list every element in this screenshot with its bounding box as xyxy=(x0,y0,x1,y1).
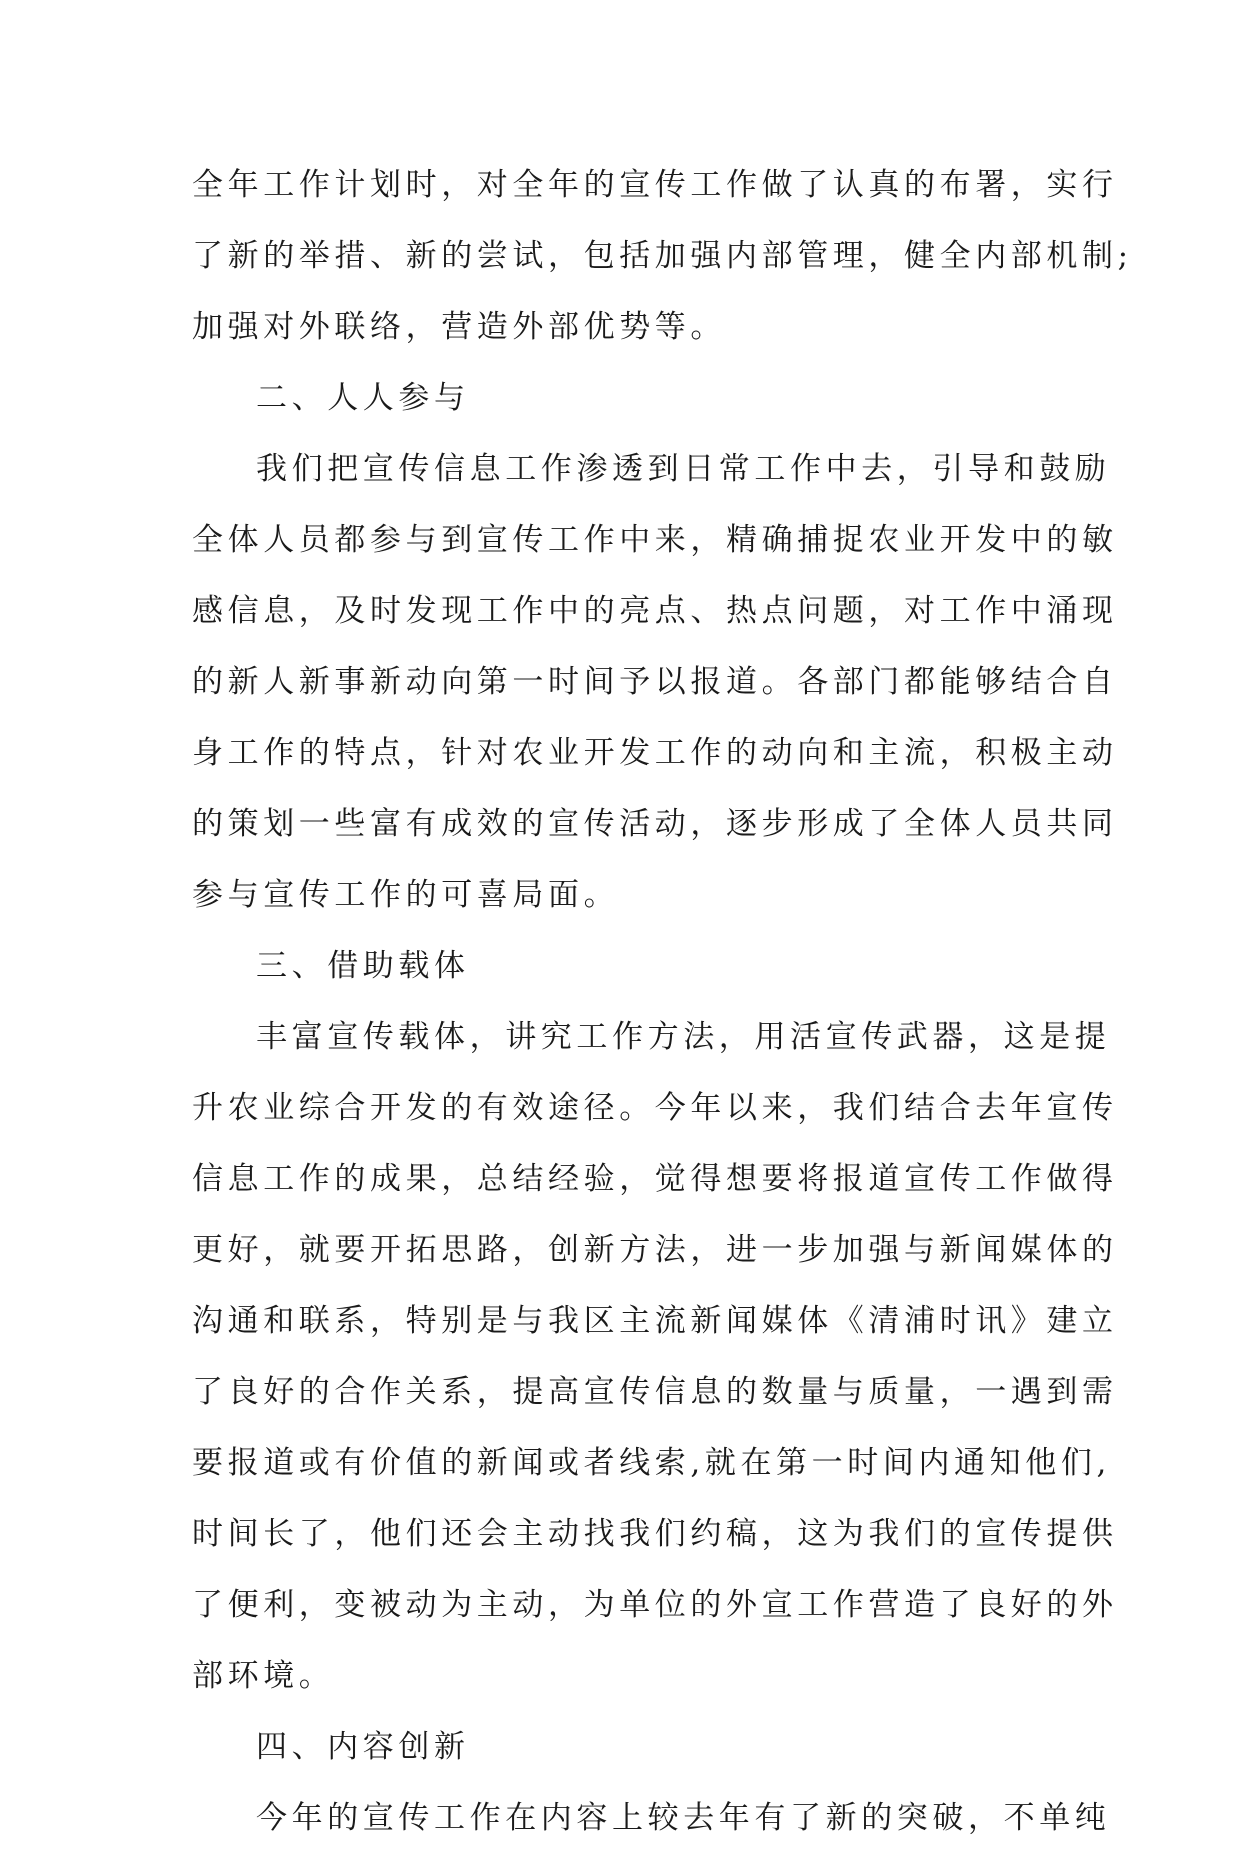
text-line: 了良好的合作关系，提高宣传信息的数量与质量，一遇到需 xyxy=(192,1374,1118,1410)
text-line: 信息工作的成果，总结经验，觉得想要将报道宣传工作做得 xyxy=(192,1161,1118,1197)
text-line: 我们把宣传信息工作渗透到日常工作中去，引导和鼓励 xyxy=(256,451,1111,487)
text-line: 了新的举措、新的尝试，包括加强内部管理，健全内部机制; xyxy=(192,238,1133,274)
text-line: 要报道或有价值的新闻或者线索,就在第一时间内通知他们, xyxy=(192,1445,1111,1481)
text-line: 时间长了，他们还会主动找我们约稿，这为我们的宣传提供 xyxy=(192,1516,1118,1552)
text-line: 沟通和联系，特别是与我区主流新闻媒体《清浦时讯》建立 xyxy=(192,1303,1118,1339)
text-line: 更好，就要开拓思路，创新方法，进一步加强与新闻媒体的 xyxy=(192,1232,1118,1268)
text-line: 今年的宣传工作在内容上较去年有了新的突破，不单纯 xyxy=(256,1800,1111,1836)
section-heading: 四、内容创新 xyxy=(256,1729,470,1765)
text-line: 感信息，及时发现工作中的亮点、热点问题，对工作中涌现 xyxy=(192,593,1118,629)
section-heading: 二、人人参与 xyxy=(256,380,470,416)
text-line: 加强对外联络，营造外部优势等。 xyxy=(192,309,726,345)
text-line: 部环境。 xyxy=(192,1658,335,1694)
text-line: 了便利，变被动为主动，为单位的外宣工作营造了良好的外 xyxy=(192,1587,1118,1623)
text-line: 身工作的特点，针对农业开发工作的动向和主流，积极主动 xyxy=(192,735,1118,771)
section-heading: 三、借助载体 xyxy=(256,948,470,984)
text-line: 全年工作计划时，对全年的宣传工作做了认真的布署，实行 xyxy=(192,167,1118,203)
text-line: 升农业综合开发的有效途径。今年以来，我们结合去年宣传 xyxy=(192,1090,1118,1126)
text-line: 的新人新事新动向第一时间予以报道。各部门都能够结合自 xyxy=(192,664,1118,700)
text-line: 的策划一些富有成效的宣传活动，逐步形成了全体人员共同 xyxy=(192,806,1118,842)
text-line: 丰富宣传载体，讲究工作方法，用活宣传武器，这是提 xyxy=(256,1019,1111,1055)
text-line: 参与宣传工作的可喜局面。 xyxy=(192,877,620,913)
text-line: 全体人员都参与到宣传工作中来，精确捕捉农业开发中的敏 xyxy=(192,522,1118,558)
document-page xyxy=(192,150,1133,1854)
